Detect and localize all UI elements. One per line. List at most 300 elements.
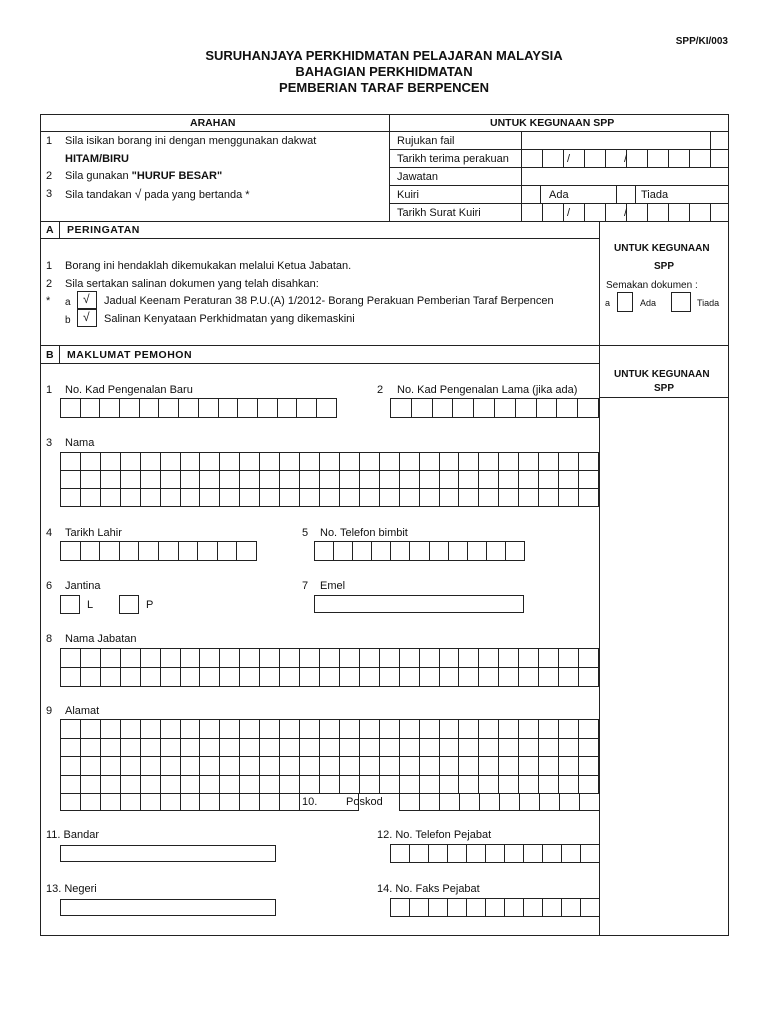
- char-box[interactable]: [380, 739, 400, 758]
- char-box[interactable]: [181, 471, 201, 489]
- char-box[interactable]: [579, 776, 599, 795]
- char-box[interactable]: [200, 471, 220, 489]
- char-box[interactable]: [141, 668, 161, 687]
- char-box[interactable]: [400, 453, 420, 471]
- char-box[interactable]: [181, 720, 201, 739]
- section-a-side-spp: SPP: [654, 261, 675, 272]
- char-box[interactable]: [340, 453, 360, 471]
- char-box[interactable]: [320, 471, 340, 489]
- semakan-ada-box[interactable]: [617, 292, 633, 312]
- char-box[interactable]: [519, 471, 539, 489]
- semakan-dokumen-label: Semakan dokumen :: [606, 280, 698, 291]
- char-box[interactable]: [440, 757, 460, 776]
- char-box[interactable]: [519, 757, 539, 776]
- char-box[interactable]: [459, 471, 479, 489]
- char-box[interactable]: [539, 776, 559, 795]
- char-box[interactable]: [200, 776, 220, 795]
- char-box[interactable]: [141, 739, 161, 758]
- char-box[interactable]: [240, 720, 260, 739]
- char-box[interactable]: [420, 720, 440, 739]
- char-box[interactable]: [161, 739, 181, 758]
- char-box[interactable]: [280, 489, 300, 507]
- char-box[interactable]: [141, 757, 161, 776]
- char-box[interactable]: [440, 489, 460, 507]
- char-box[interactable]: [420, 489, 440, 507]
- char-box[interactable]: [579, 720, 599, 739]
- char-box[interactable]: [459, 739, 479, 758]
- peringatan-num-2: 2: [46, 278, 53, 290]
- char-box[interactable]: [400, 471, 420, 489]
- char-box[interactable]: [300, 668, 320, 687]
- char-box[interactable]: [440, 649, 460, 668]
- field-num-5: 5: [302, 527, 309, 539]
- char-box[interactable]: [320, 739, 340, 758]
- char-box[interactable]: [220, 453, 240, 471]
- semakan-ada-label: Ada: [640, 298, 657, 308]
- char-box[interactable]: [340, 649, 360, 668]
- bandar-input[interactable]: [60, 845, 276, 862]
- char-box[interactable]: [81, 453, 101, 471]
- char-box[interactable]: [200, 668, 220, 687]
- char-box[interactable]: [121, 776, 141, 795]
- char-box[interactable]: [121, 471, 141, 489]
- char-box[interactable]: [499, 757, 519, 776]
- telefon-bimbit-boxes[interactable]: [314, 541, 525, 561]
- char-box[interactable]: [539, 720, 559, 739]
- char-box[interactable]: [260, 649, 280, 668]
- char-box[interactable]: [380, 649, 400, 668]
- tarikh-kuiri-boxes[interactable]: [521, 203, 711, 222]
- char-box[interactable]: [400, 776, 420, 795]
- char-box[interactable]: [559, 489, 579, 507]
- char-box[interactable]: [519, 720, 539, 739]
- char-box[interactable]: [220, 489, 240, 507]
- char-box[interactable]: [260, 489, 280, 507]
- char-box[interactable]: [440, 720, 460, 739]
- char-box[interactable]: [141, 649, 161, 668]
- char-box[interactable]: [300, 720, 320, 739]
- char-box[interactable]: [380, 668, 400, 687]
- tarikh-lahir-boxes[interactable]: [60, 541, 257, 561]
- char-box[interactable]: [320, 489, 340, 507]
- char-box[interactable]: [559, 668, 579, 687]
- char-box[interactable]: [300, 649, 320, 668]
- arahan-num-1: 1: [46, 135, 53, 147]
- char-box[interactable]: [499, 471, 519, 489]
- char-box[interactable]: [420, 757, 440, 776]
- label-telefon-bimbit: No. Telefon bimbit: [320, 527, 408, 539]
- arahan-num-3: 3: [46, 188, 53, 200]
- char-box[interactable]: [260, 720, 280, 739]
- jantina-p-checkbox[interactable]: [119, 595, 139, 614]
- char-box[interactable]: [61, 668, 81, 687]
- label-poskod: Poskod: [346, 796, 383, 808]
- char-box[interactable]: [200, 489, 220, 507]
- char-box[interactable]: [300, 453, 320, 471]
- char-box[interactable]: [440, 453, 460, 471]
- char-box[interactable]: [61, 649, 81, 668]
- char-box[interactable]: [280, 720, 300, 739]
- char-box[interactable]: [280, 739, 300, 758]
- char-box[interactable]: [200, 649, 220, 668]
- char-box[interactable]: [559, 453, 579, 471]
- char-box[interactable]: [559, 471, 579, 489]
- char-box[interactable]: [459, 776, 479, 795]
- char-box[interactable]: [161, 720, 181, 739]
- char-box[interactable]: [499, 649, 519, 668]
- char-box[interactable]: [519, 776, 539, 795]
- doc-a-letter: a: [65, 297, 71, 308]
- char-box[interactable]: [81, 471, 101, 489]
- char-box[interactable]: [141, 453, 161, 471]
- char-box[interactable]: [141, 489, 161, 507]
- char-box[interactable]: [479, 489, 499, 507]
- char-box[interactable]: [519, 668, 539, 687]
- char-box[interactable]: [380, 471, 400, 489]
- char-box[interactable]: [380, 776, 400, 795]
- char-box[interactable]: [579, 471, 599, 489]
- field-num-2: 2: [377, 384, 384, 396]
- char-box[interactable]: [360, 739, 380, 758]
- char-box[interactable]: [121, 739, 141, 758]
- field-num-10: 10.: [302, 796, 318, 808]
- semakan-tiada-box[interactable]: [671, 292, 691, 312]
- char-box[interactable]: [539, 649, 559, 668]
- char-box[interactable]: [121, 649, 141, 668]
- tarikh-terima-boxes[interactable]: [521, 149, 711, 168]
- char-box[interactable]: [360, 720, 380, 739]
- char-box[interactable]: [280, 757, 300, 776]
- char-box[interactable]: [200, 720, 220, 739]
- char-box[interactable]: [141, 776, 161, 795]
- doc-b-checkbox[interactable]: [77, 309, 97, 327]
- faks-pejabat-boxes[interactable]: [390, 898, 600, 917]
- char-box[interactable]: [61, 471, 81, 489]
- label-nama: Nama: [65, 437, 95, 449]
- tick-icon: √: [134, 187, 142, 201]
- label-negeri: 13. Negeri: [46, 883, 97, 895]
- char-box[interactable]: [420, 776, 440, 795]
- char-box[interactable]: [559, 757, 579, 776]
- char-box[interactable]: [360, 668, 380, 687]
- char-box[interactable]: [340, 668, 360, 687]
- arahan-text-2: Sila gunakan "HURUF BESAR": [65, 170, 223, 182]
- spp-label-kuiri: Kuiri: [397, 189, 420, 201]
- char-box[interactable]: [260, 668, 280, 687]
- char-box[interactable]: [420, 739, 440, 758]
- char-box[interactable]: [360, 649, 380, 668]
- char-box[interactable]: [539, 453, 559, 471]
- char-box[interactable]: [380, 453, 400, 471]
- char-box[interactable]: [300, 471, 320, 489]
- char-box[interactable]: [539, 471, 559, 489]
- field-num-6: 6: [46, 580, 53, 592]
- char-box[interactable]: [499, 668, 519, 687]
- char-box[interactable]: [559, 776, 579, 795]
- char-box[interactable]: [320, 649, 340, 668]
- char-box[interactable]: [340, 720, 360, 739]
- char-box[interactable]: [539, 489, 559, 507]
- char-box[interactable]: [101, 453, 121, 471]
- char-box[interactable]: [499, 739, 519, 758]
- char-box[interactable]: [320, 668, 340, 687]
- label-jantina: Jantina: [65, 580, 101, 592]
- char-box[interactable]: [440, 776, 460, 795]
- char-box[interactable]: [181, 489, 201, 507]
- char-box[interactable]: [181, 739, 201, 758]
- char-box[interactable]: [200, 757, 220, 776]
- char-box[interactable]: [280, 453, 300, 471]
- char-box[interactable]: [459, 489, 479, 507]
- char-box[interactable]: [141, 720, 161, 739]
- char-box[interactable]: [181, 649, 201, 668]
- char-box[interactable]: [220, 668, 240, 687]
- char-box[interactable]: [340, 757, 360, 776]
- char-box[interactable]: [459, 453, 479, 471]
- char-box[interactable]: [220, 776, 240, 795]
- char-box[interactable]: [420, 471, 440, 489]
- char-box[interactable]: [320, 757, 340, 776]
- char-box[interactable]: [121, 489, 141, 507]
- char-box[interactable]: [579, 757, 599, 776]
- char-box[interactable]: [400, 649, 420, 668]
- char-box[interactable]: [400, 739, 420, 758]
- spp-label-tarikh-terima: Tarikh terima perakuan: [397, 153, 509, 165]
- char-box[interactable]: [240, 776, 260, 795]
- char-box[interactable]: [400, 757, 420, 776]
- kuiri-tiada-label: Tiada: [641, 189, 669, 201]
- char-box[interactable]: [420, 453, 440, 471]
- char-box[interactable]: [519, 453, 539, 471]
- char-box[interactable]: [240, 489, 260, 507]
- char-box[interactable]: [101, 776, 121, 795]
- char-box[interactable]: [360, 453, 380, 471]
- char-box[interactable]: [320, 453, 340, 471]
- char-box[interactable]: [161, 776, 181, 795]
- char-box[interactable]: [101, 720, 121, 739]
- char-box[interactable]: [559, 649, 579, 668]
- char-box[interactable]: [380, 757, 400, 776]
- char-box[interactable]: [420, 649, 440, 668]
- header-division: BAHAGIAN PERKHIDMATAN: [295, 64, 473, 79]
- spp-label-rujukan: Rujukan fail: [397, 135, 455, 147]
- doc-a-checkbox[interactable]: [77, 291, 97, 309]
- header-form-title: PEMBERIAN TARAF BERPENCEN: [279, 80, 489, 95]
- char-box[interactable]: [499, 489, 519, 507]
- ic-old-boxes[interactable]: [390, 398, 599, 418]
- alamat-last-row-boxes[interactable]: [60, 793, 300, 811]
- negeri-input[interactable]: [60, 899, 276, 916]
- char-box[interactable]: [81, 776, 101, 795]
- char-box[interactable]: [101, 471, 121, 489]
- char-box[interactable]: [300, 757, 320, 776]
- char-box[interactable]: [559, 739, 579, 758]
- char-box[interactable]: [459, 649, 479, 668]
- char-box[interactable]: [260, 739, 280, 758]
- char-box[interactable]: [220, 757, 240, 776]
- char-box[interactable]: [101, 739, 121, 758]
- char-box[interactable]: [200, 739, 220, 758]
- char-box[interactable]: [280, 649, 300, 668]
- char-box[interactable]: [300, 489, 320, 507]
- char-box[interactable]: [380, 720, 400, 739]
- char-box[interactable]: [121, 757, 141, 776]
- section-b-side-spp: SPP: [654, 383, 675, 394]
- alamat-boxes[interactable]: [60, 719, 599, 794]
- char-box[interactable]: [360, 757, 380, 776]
- char-box[interactable]: [300, 776, 320, 795]
- char-box[interactable]: [181, 453, 201, 471]
- char-box[interactable]: [161, 453, 181, 471]
- char-box[interactable]: [121, 668, 141, 687]
- char-box[interactable]: [181, 757, 201, 776]
- char-box[interactable]: [360, 776, 380, 795]
- char-box[interactable]: [61, 757, 81, 776]
- char-box[interactable]: [181, 776, 201, 795]
- char-box[interactable]: [121, 453, 141, 471]
- char-box[interactable]: [499, 720, 519, 739]
- char-box[interactable]: [440, 668, 460, 687]
- char-box[interactable]: [539, 757, 559, 776]
- char-box[interactable]: [440, 739, 460, 758]
- char-box[interactable]: [579, 649, 599, 668]
- jantina-p-label: P: [146, 599, 154, 611]
- char-box[interactable]: [459, 668, 479, 687]
- char-box[interactable]: [479, 739, 499, 758]
- char-box[interactable]: [61, 453, 81, 471]
- char-box[interactable]: [479, 453, 499, 471]
- char-box[interactable]: [479, 649, 499, 668]
- char-box[interactable]: [240, 471, 260, 489]
- char-box[interactable]: [101, 489, 121, 507]
- char-box[interactable]: [579, 489, 599, 507]
- char-box[interactable]: [579, 739, 599, 758]
- char-box[interactable]: [81, 739, 101, 758]
- char-box[interactable]: [519, 739, 539, 758]
- char-box[interactable]: [161, 668, 181, 687]
- char-box[interactable]: [360, 489, 380, 507]
- char-box[interactable]: [579, 668, 599, 687]
- ic-new-boxes[interactable]: [60, 398, 337, 418]
- char-box[interactable]: [220, 720, 240, 739]
- char-box[interactable]: [121, 720, 141, 739]
- char-box[interactable]: [260, 757, 280, 776]
- char-box[interactable]: [420, 668, 440, 687]
- char-box[interactable]: [260, 471, 280, 489]
- char-box[interactable]: [579, 453, 599, 471]
- char-box[interactable]: [340, 776, 360, 795]
- char-box[interactable]: [300, 739, 320, 758]
- char-box[interactable]: [161, 757, 181, 776]
- char-box[interactable]: [81, 668, 101, 687]
- spp-label-tarikh-kuiri: Tarikh Surat Kuiri: [397, 207, 481, 219]
- char-box[interactable]: [161, 471, 181, 489]
- char-box[interactable]: [400, 720, 420, 739]
- char-box[interactable]: [400, 489, 420, 507]
- char-box[interactable]: [519, 649, 539, 668]
- char-box[interactable]: [479, 668, 499, 687]
- char-box[interactable]: [181, 668, 201, 687]
- char-box[interactable]: [161, 649, 181, 668]
- label-faks-pejabat: 14. No. Faks Pejabat: [377, 883, 480, 895]
- char-box[interactable]: [280, 471, 300, 489]
- char-box[interactable]: [440, 471, 460, 489]
- char-box[interactable]: [161, 489, 181, 507]
- char-box[interactable]: [240, 668, 260, 687]
- char-box[interactable]: [101, 757, 121, 776]
- char-box[interactable]: [81, 720, 101, 739]
- char-box[interactable]: [280, 776, 300, 795]
- char-box[interactable]: [479, 776, 499, 795]
- char-box[interactable]: [240, 453, 260, 471]
- char-box[interactable]: [61, 489, 81, 507]
- char-box[interactable]: [260, 453, 280, 471]
- char-box[interactable]: [479, 471, 499, 489]
- char-box[interactable]: [479, 757, 499, 776]
- char-box[interactable]: [459, 720, 479, 739]
- emel-input[interactable]: [314, 595, 524, 613]
- field-num-9: 9: [46, 705, 53, 717]
- label-emel: Emel: [320, 580, 346, 592]
- char-box[interactable]: [360, 471, 380, 489]
- char-box[interactable]: [340, 489, 360, 507]
- char-box[interactable]: [340, 739, 360, 758]
- char-box[interactable]: [519, 489, 539, 507]
- char-box[interactable]: [320, 776, 340, 795]
- field-num-7: 7: [302, 580, 309, 592]
- char-box[interactable]: [260, 776, 280, 795]
- char-box[interactable]: [141, 471, 161, 489]
- char-box[interactable]: [81, 649, 101, 668]
- char-box[interactable]: [220, 471, 240, 489]
- char-box[interactable]: [240, 649, 260, 668]
- char-box[interactable]: [459, 757, 479, 776]
- char-box[interactable]: [499, 776, 519, 795]
- char-box[interactable]: [61, 776, 81, 795]
- doc-b-letter: b: [65, 315, 71, 326]
- char-box[interactable]: [380, 489, 400, 507]
- field-num-8: 8: [46, 633, 53, 645]
- char-box[interactable]: [200, 453, 220, 471]
- char-box[interactable]: [539, 668, 559, 687]
- arahan-num-2: 2: [46, 170, 53, 182]
- spp-use-title: UNTUK KEGUNAAN SPP: [490, 117, 615, 129]
- telefon-pejabat-boxes[interactable]: [390, 844, 600, 863]
- char-box[interactable]: [400, 668, 420, 687]
- char-box[interactable]: [280, 668, 300, 687]
- nama-jabatan-boxes[interactable]: [60, 648, 599, 687]
- char-box[interactable]: [340, 471, 360, 489]
- char-box[interactable]: [240, 739, 260, 758]
- char-box[interactable]: [499, 453, 519, 471]
- char-box[interactable]: [81, 757, 101, 776]
- char-box[interactable]: [559, 720, 579, 739]
- char-box[interactable]: [61, 739, 81, 758]
- char-box[interactable]: [101, 668, 121, 687]
- char-box[interactable]: [479, 720, 499, 739]
- char-box[interactable]: [320, 720, 340, 739]
- char-box[interactable]: [240, 757, 260, 776]
- char-box[interactable]: [539, 739, 559, 758]
- jantina-l-checkbox[interactable]: [60, 595, 80, 614]
- nama-boxes[interactable]: [60, 452, 599, 507]
- char-box[interactable]: [220, 649, 240, 668]
- char-box[interactable]: [61, 720, 81, 739]
- char-box[interactable]: [220, 739, 240, 758]
- poskod-boxes[interactable]: [399, 793, 600, 811]
- char-box[interactable]: [101, 649, 121, 668]
- char-box[interactable]: [81, 489, 101, 507]
